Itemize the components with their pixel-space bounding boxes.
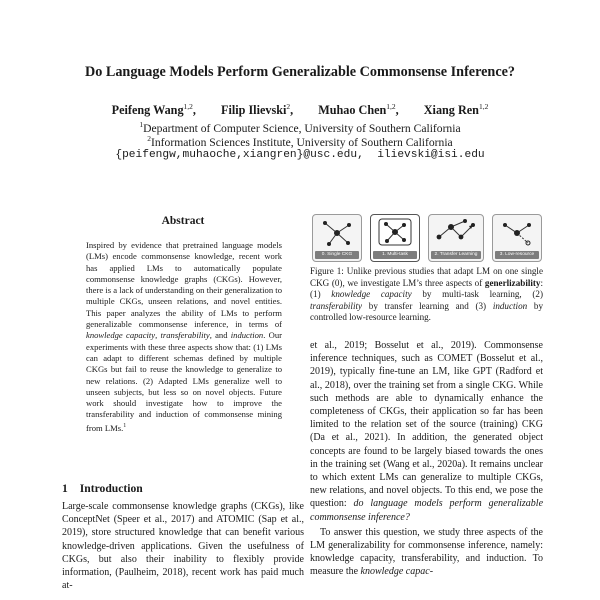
- panel-label: 1. Multi-task: [373, 251, 417, 259]
- panel-label: 3. Low-resource: [495, 251, 539, 259]
- panel-label: 2. Transfer Learning: [431, 251, 481, 259]
- figure-panel-single-ckg: [312, 214, 362, 262]
- figure-panel-multi-task: [370, 214, 420, 262]
- panel-label: 0. Single CKG: [315, 251, 359, 259]
- transfer-learning-diagram: [431, 217, 481, 247]
- abstract-heading: Abstract: [161, 215, 205, 227]
- abstract-text: Inspired by evidence that pretrained language models (LMs) encode commonsense knowledge, recent work has applied LMs to automatically populate commonsense knowledge graphs (CKGs). However, there is a lack of understanding on their generalization to multiple CKGs, unseen relations, and novel entities. This paper analyzes the ability of LMs to perform generalizable commonsense inference, in terms of knowledge capacity, transferability, and induction. Our experiments with these three aspects show that: (1) LMs can adapt to different schemas defined by multiple CKGs but fail to reuse the knowledge to generalize to new relations. (2) Adapted LMs generalize well to unseen subjects, but less so on novel objects. Future work should investigate how to improve the transferability and induction of commonsense mining from LMs.$^1$: [86, 240, 282, 433]
- figure-caption: Figure 1: Unlike previous studies that adapt LM on one single CKG (0), we investigate LM’s three aspects of generlizability: (1) knowledge capacity by multi-task learning, (2) transferability by transfer learning and (3) induction by controlled low-resource learning.: [310, 266, 543, 323]
- author: Filip Ilievski$^2$,: [221, 102, 294, 118]
- paper-title: Do Language Models Perform Generalizable Commonsense Inference?: [84, 64, 516, 80]
- body-text-right: [310, 339, 543, 579]
- paragraph: et al., 2019; Bosselut et al., 2019). Commonsense inference techniques, such as COMET (Bosselut et al., 2019), typically fine-tune an LM, like GPT (Radford et al., 2018), over the training set from a single CKG. While such methods are able to dynamically enhance the completeness of CKGs, their application so far has been limited to the relation set of the source (training) CKG (Da et al., 2021). In addition, the generated object concepts are found to be largely biased towards the ones in the training set (Wang et al., 2020a). It remains unclear to which extent LMs can generalize to multiple CKGs, new relations, and novel objects. To this end, we pose the question: do language models perform generalizable commonsense inference?: [310, 340, 544, 523]
- multi-task-diagram: [373, 217, 417, 247]
- author: Muhao Chen$^{1,2}$,: [318, 102, 399, 118]
- author-emails: {peifengw,muhaoche,xiangren}@usc.edu, ilievski@isi.edu: [115, 149, 485, 161]
- figure-panel-transfer-learning: [428, 214, 484, 262]
- affiliation: $^1$Department of Computer Science, University of Southern California: [139, 120, 461, 135]
- author: Xiang Ren$^{1,2}$: [423, 102, 489, 118]
- author: Peifeng Wang$^{1,2}$,: [111, 102, 196, 118]
- figure-1: [312, 214, 542, 262]
- paragraph: To answer this question, we study three aspects of the LM generalizability for commonsense inference, namely: knowledge capacity, transferability, and induction. To measure the knowledge capac-: [310, 526, 543, 578]
- figure-panel-low-resource: [492, 214, 542, 262]
- author-list: [0, 102, 600, 118]
- single-ckg-diagram: [315, 217, 359, 247]
- low-resource-diagram: [495, 217, 539, 247]
- intro-paragraph: Large-scale commonsense knowledge graphs (CKGs), like ConceptNet (Speer et al., 2017) and ATOMIC (Sap et al., 2019), store structured knowledge that can benefit various knowledge-driven applications. Given the usefulness of CKGs, but also their inability to flexibly provide information, (Paulheim, 2018), recent work has paid much at-: [62, 501, 304, 592]
- affiliation: $^2$Information Sciences Institute, University of Southern California: [147, 134, 453, 149]
- section-heading: 1 Introduction: [62, 482, 143, 495]
- footnote-mark: 1: [123, 422, 127, 429]
